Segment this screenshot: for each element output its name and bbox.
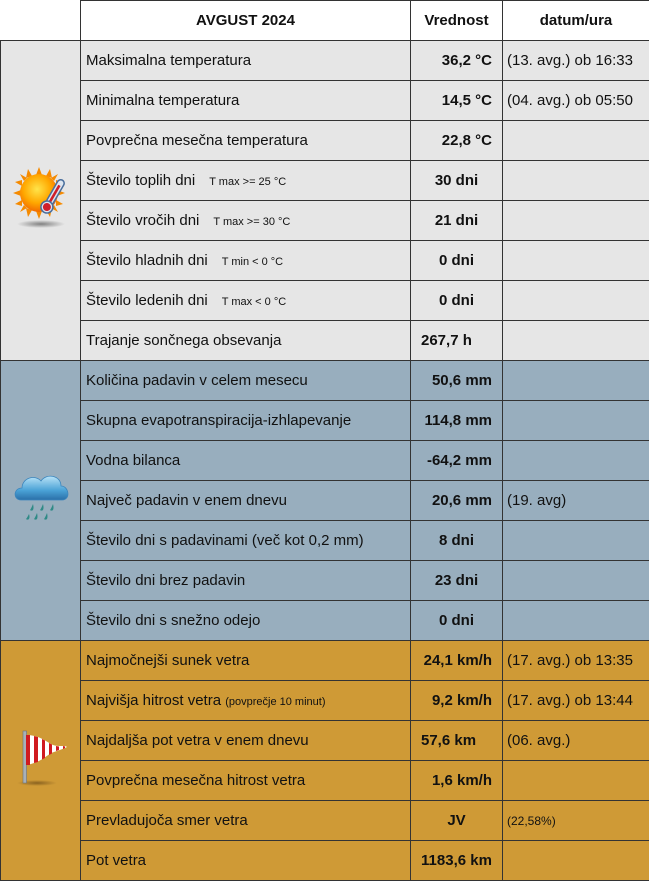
row-date [503, 201, 649, 241]
row-label: Povprečna mesečna hitrost vetra [81, 761, 411, 801]
row-value: 57,6 km [411, 721, 503, 761]
table-row [1, 521, 649, 561]
row-condition: T min < 0 °C [221, 256, 284, 268]
row-value: 36,2 °C [411, 41, 503, 81]
row-value: 0 dni [411, 281, 503, 321]
row-label: Trajanje sončnega obsevanja [81, 321, 411, 361]
date-column-header: datum/ura [503, 1, 649, 41]
row-value: 267,7 h [411, 321, 503, 361]
row-date: (04. avg.) ob 05:50 [503, 81, 649, 121]
row-label [81, 201, 411, 241]
row-value: 114,8 mm [411, 401, 503, 441]
row-date [503, 561, 649, 601]
row-label-text: Število ledenih dni [86, 292, 208, 309]
table-row [1, 361, 649, 401]
table-row [1, 601, 649, 641]
windsock-icon [11, 727, 71, 789]
row-date: (17. avg.) ob 13:35 [503, 641, 649, 681]
row-value: 23 dni [411, 561, 503, 601]
row-value: 50,6 mm [411, 361, 503, 401]
row-label: Največ padavin v enem dnevu [81, 481, 411, 521]
table-row [1, 161, 649, 201]
row-label-text: Število hladnih dni [86, 252, 208, 269]
header-blank-cell [1, 1, 81, 41]
rain-cloud-icon [11, 470, 71, 526]
row-value: 1,6 km/h [411, 761, 503, 801]
row-label [81, 281, 411, 321]
row-label: Najdaljša pot vetra v enem dnevu [81, 721, 411, 761]
value-column-header: Vrednost [411, 1, 503, 41]
row-date [503, 361, 649, 401]
precipitation-section-icon-cell [1, 361, 81, 641]
row-label-note: (povprečje 10 minut) [225, 696, 326, 708]
row-date: (06. avg.) [503, 721, 649, 761]
row-label: Število dni s snežno odejo [81, 601, 411, 641]
row-date [503, 161, 649, 201]
wind-section-icon-cell [1, 641, 81, 881]
row-label: Vodna bilanca [81, 441, 411, 481]
table-row [1, 121, 649, 161]
row-date [503, 121, 649, 161]
row-label: Število dni s padavinami (več kot 0,2 mm) [81, 521, 411, 561]
table-row [1, 401, 649, 441]
row-date [503, 281, 649, 321]
row-date [503, 601, 649, 641]
table-row [1, 841, 649, 881]
row-label: Prevladujoča smer vetra [81, 801, 411, 841]
row-value: 20,6 mm [411, 481, 503, 521]
row-value: 0 dni [411, 601, 503, 641]
table-row [1, 441, 649, 481]
row-date [503, 241, 649, 281]
row-date [503, 841, 649, 881]
row-value: 0 dni [411, 241, 503, 281]
row-value: 14,5 °C [411, 81, 503, 121]
row-label: Najmočnejši sunek vetra [81, 641, 411, 681]
table-row [1, 801, 649, 841]
table-row [1, 281, 649, 321]
table-row [1, 201, 649, 241]
row-label: Število dni brez padavin [81, 561, 411, 601]
row-label: Maksimalna temperatura [81, 41, 411, 81]
table-row [1, 641, 649, 681]
row-value: 30 dni [411, 161, 503, 201]
table-row [1, 321, 649, 361]
row-value: 22,8 °C [411, 121, 503, 161]
row-date [503, 401, 649, 441]
temperature-section-icon-cell [1, 41, 81, 361]
row-value: -64,2 mm [411, 441, 503, 481]
row-value: 8 dni [411, 521, 503, 561]
row-value: 9,2 km/h [411, 681, 503, 721]
row-label [81, 241, 411, 281]
row-label: Skupna evapotranspiracija-izhlapevanje [81, 401, 411, 441]
row-date: (17. avg.) ob 13:44 [503, 681, 649, 721]
row-label: Povprečna mesečna temperatura [81, 121, 411, 161]
table-row [1, 81, 649, 121]
table-row [1, 241, 649, 281]
row-value: JV [411, 801, 503, 841]
row-label-text: Najvišja hitrost vetra [86, 692, 222, 709]
month-title: AVGUST 2024 [81, 1, 411, 41]
row-date: (13. avg.) ob 16:33 [503, 41, 649, 81]
row-label-text: Število vročih dni [86, 212, 200, 229]
row-condition: T max >= 30 °C [213, 216, 291, 228]
row-label-text: Število toplih dni [86, 172, 196, 189]
row-date: (22,58%) [503, 801, 649, 841]
row-date [503, 761, 649, 801]
row-label: Pot vetra [81, 841, 411, 881]
table-row [1, 721, 649, 761]
table-row [1, 41, 649, 81]
table-row [1, 761, 649, 801]
row-condition: T max < 0 °C [221, 296, 287, 308]
row-value: 21 dni [411, 201, 503, 241]
row-date: (19. avg) [503, 481, 649, 521]
row-condition: T max >= 25 °C [209, 176, 287, 188]
table-row [1, 481, 649, 521]
table-row [1, 681, 649, 721]
row-label: Minimalna temperatura [81, 81, 411, 121]
row-date [503, 441, 649, 481]
sun-thermometer-icon [11, 165, 71, 231]
row-label [81, 681, 411, 721]
row-value: 1183,6 km [411, 841, 503, 881]
row-date [503, 521, 649, 561]
row-label [81, 161, 411, 201]
row-label: Količina padavin v celem mesecu [81, 361, 411, 401]
row-value: 24,1 km/h [411, 641, 503, 681]
table-row [1, 561, 649, 601]
header-row [1, 1, 649, 41]
row-date [503, 321, 649, 361]
